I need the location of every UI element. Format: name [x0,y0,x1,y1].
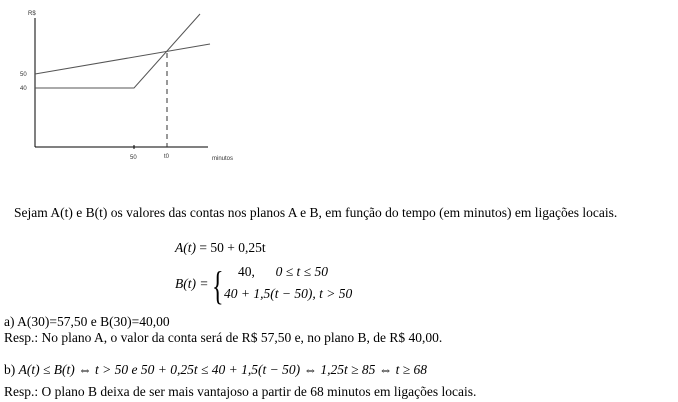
plan-b-line [35,14,200,88]
plan-a-line [35,44,210,74]
intro-text: Sejam A(t) e B(t) os valores das contas nos planos A e B, em função do tempo (em minutos) em ligações locais. [14,205,618,220]
equation-b-case1 [238,264,328,280]
x-tick-label-50: 50 [130,155,137,161]
equation-b-case1-value: 40, [238,264,255,279]
equation-a-lhs: A(t) [175,240,196,255]
x-unit-label: minutos [212,156,234,162]
y-tick-40: 40 [20,86,27,92]
y-unit-label: R$ [28,11,36,17]
item-b-math: A(t) ≤ B(t) ⇔ t > 50 e 50 + 0,25t ≤ 40 + 1,5(t − 50) ⇔ 1,25t ≥ 85 ⇔ t ≥ 68 [18,362,428,377]
equation-a [175,240,266,256]
brace-symbol: { [212,263,224,308]
x-tick-label-t0: t0 [164,154,170,160]
item-b-prefix: b) [4,362,16,377]
item-a: a) A(30)=57,50 e B(30)=40,00 [4,314,170,329]
cost-graph [0,0,260,170]
equation-a-rhs: = 50 + 0,25t [199,240,266,255]
equation-b-case2: 40 + 1,5(t − 50), t > 50 [224,286,353,301]
y-tick-50: 50 [20,72,27,78]
item-b [4,362,427,378]
response-a: Resp.: No plano A, o valor da conta será de R$ 57,50 e, no plano B, de R$ 40,00. [4,330,443,345]
equation-b-lhs: B(t) = [175,276,209,291]
response-b: Resp.: O plano B deixa de ser mais vantajoso a partir de 68 minutos em ligações locais. [4,384,477,399]
equation-b-case1-condition: 0 ≤ t ≤ 50 [275,264,328,279]
